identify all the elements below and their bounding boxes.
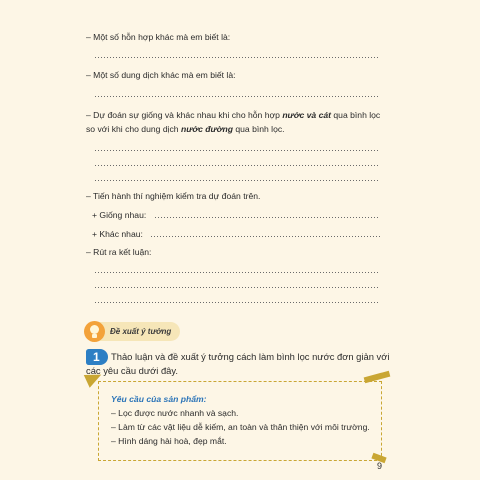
activity-line2: các yêu cầu dưới đây. [86, 365, 178, 376]
q2-label: – Một số dung dịch khác mà em biết là: [86, 70, 236, 80]
requirement-item: – Làm từ các vật liệu dễ kiếm, an toàn và thân thiện với môi trường. [111, 422, 370, 432]
answer-line[interactable] [94, 272, 380, 273]
activity-number-icon: 1 [86, 349, 108, 365]
q5-label: – Rút ra kết luận: [86, 247, 152, 257]
activity-line1: Thảo luận và đề xuất ý tưởng cách làm bình lọc nước đơn giản với [111, 351, 390, 362]
requirement-item: – Hình dáng hài hoà, đẹp mắt. [111, 436, 227, 446]
answer-line[interactable] [94, 150, 380, 151]
q1-label: – Một số hỗn hợp khác mà em biết là: [86, 32, 231, 42]
answer-line[interactable] [94, 287, 380, 288]
answer-line[interactable] [150, 236, 380, 237]
similar-label: + Giống nhau: [92, 210, 147, 220]
q3-line2: so với khi cho dung dịch nước đường qua bình lọc. [86, 124, 285, 134]
q4-label: – Tiến hành thí nghiệm kiểm tra dự đoán trên. [86, 191, 261, 201]
emphasis-sand-water: nước và cát [282, 110, 332, 120]
answer-line[interactable] [94, 57, 380, 58]
answer-line[interactable] [94, 165, 380, 166]
section-badge-label: Đề xuất ý tưởng [110, 327, 172, 336]
answer-line[interactable] [94, 96, 380, 97]
answer-line[interactable] [94, 180, 380, 181]
section-badge [86, 322, 180, 341]
answer-line[interactable] [154, 217, 380, 218]
lightbulb-icon [84, 321, 105, 342]
answer-line[interactable] [94, 302, 380, 303]
emphasis-sugar-water: nước đường [180, 124, 233, 134]
q3-line1: – Dự đoán sự giống và khác nhau khi cho hỗn hợp nước và cát qua bình lọc [86, 110, 381, 120]
different-label: + Khác nhau: [92, 229, 143, 239]
requirement-item: – Lọc được nước nhanh và sạch. [111, 408, 239, 418]
page-number: 9 [377, 461, 383, 471]
requirements-title: Yêu cầu của sản phẩm: [111, 394, 207, 404]
